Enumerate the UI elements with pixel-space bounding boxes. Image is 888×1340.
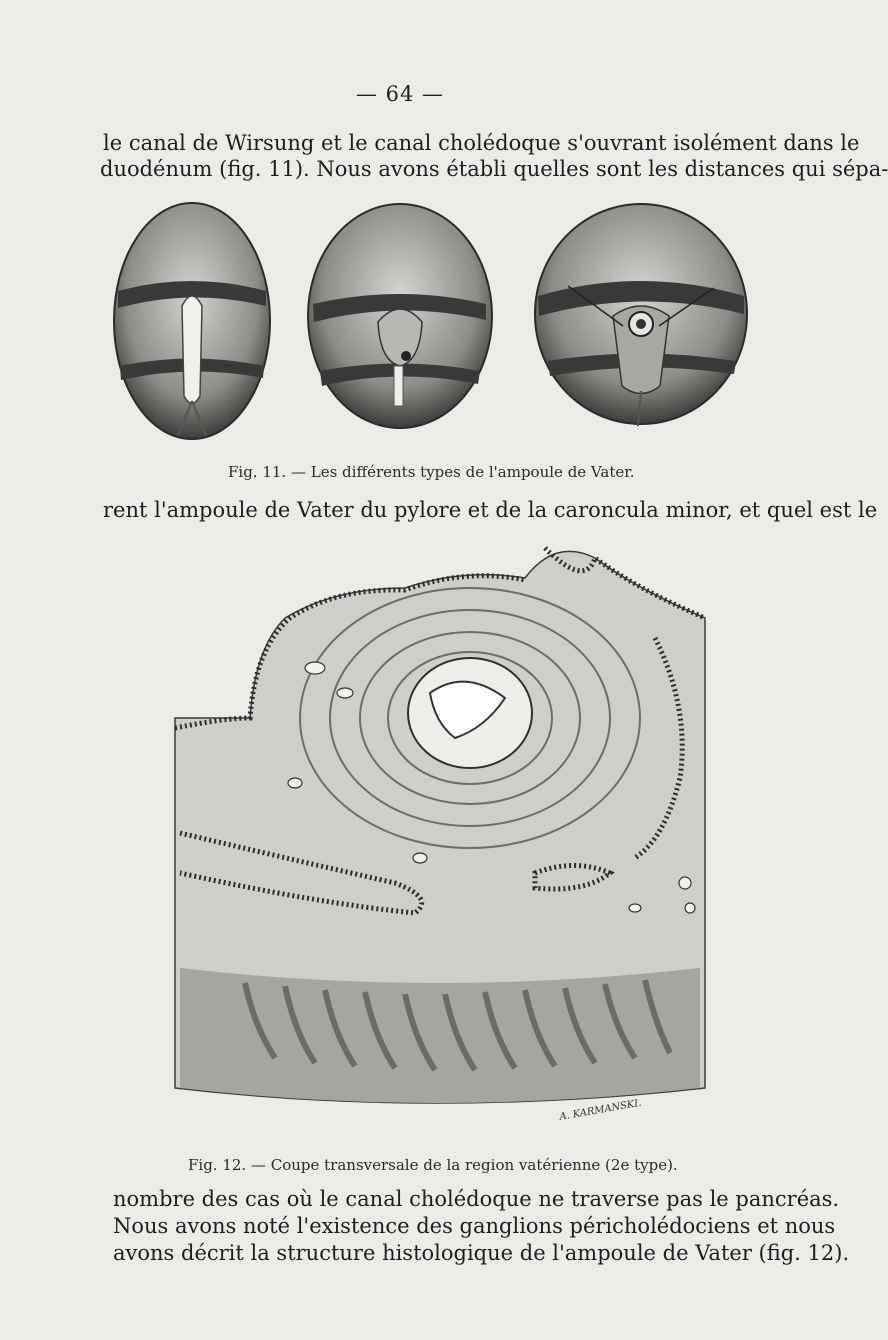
figure-11-caption: Fig. 11. — Les différents types de l'ampoule de Vater.	[228, 463, 635, 481]
ampulla-type-1-drawing	[114, 203, 270, 439]
intro-line-2: duodénum (fig. 11). Nous avons établi quelles sont les distances qui sépa-	[100, 157, 888, 181]
ampulla-type-3-drawing	[535, 204, 747, 426]
figure-12-illustration	[165, 528, 710, 1133]
page-number: — 64 —	[355, 82, 445, 106]
outro-line-3: avons décrit la structure histologique de l'ampoule de Vater (fig. 12).	[113, 1241, 850, 1265]
middle-line: rent l'ampoule de Vater du pylore et de la caroncula minor, et quel est le	[103, 498, 878, 522]
figure-12-caption: Fig. 12. — Coupe transversale de la region vatérienne (2e type).	[188, 1156, 678, 1174]
intro-line-1: le canal de Wirsung et le canal cholédoque s'ouvrant isolément dans le	[103, 131, 860, 155]
illustrator-signature: A. KARMANSKI.	[558, 1097, 643, 1123]
outro-line-1: nombre des cas où le canal cholédoque ne traverse pas le pancréas.	[113, 1187, 840, 1211]
figure-11-illustration	[108, 196, 758, 458]
ampulla-type-2-drawing	[308, 204, 492, 428]
outro-line-2: Nous avons noté l'existence des ganglions péricholédociens et nous	[113, 1214, 836, 1238]
